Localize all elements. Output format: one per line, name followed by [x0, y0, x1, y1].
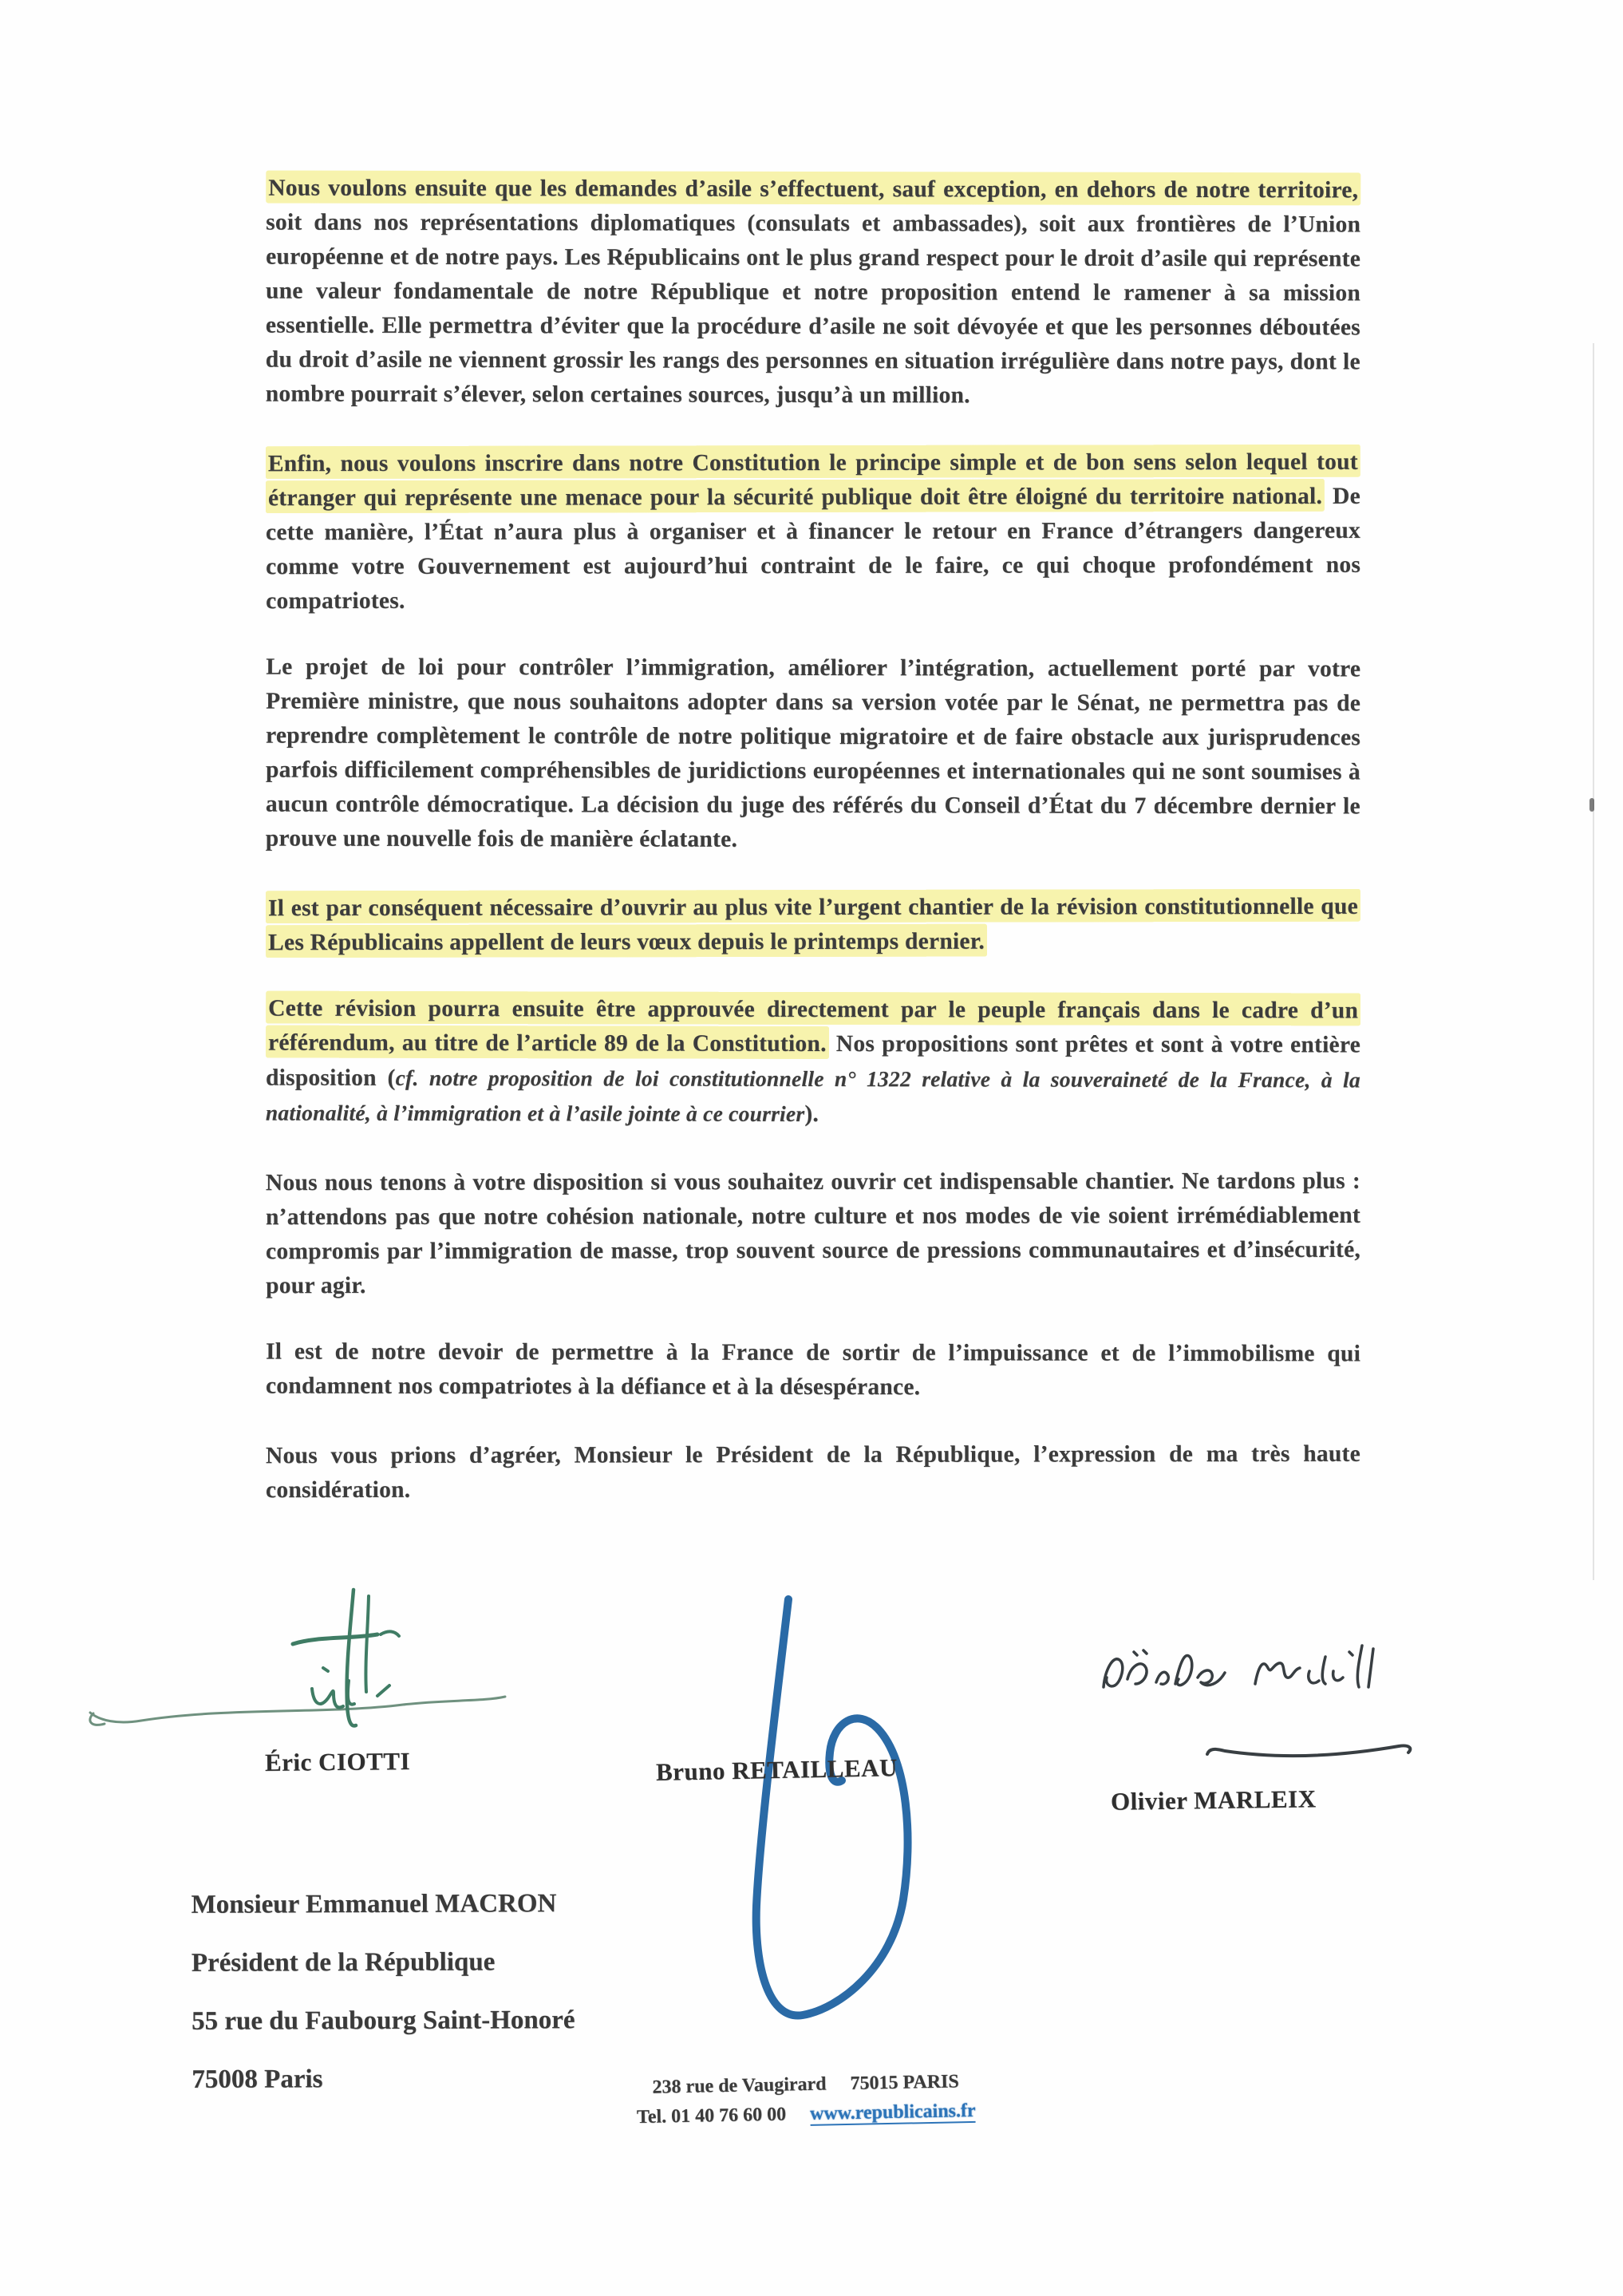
- paragraph-text: De cette manière, l’État n’aura plus à organiser et à financer le retour en France d’étrangers dangereux comme votre Gouvernement est aujourd’hui contraint de le faire, ce qui choque profondément nos compatriotes.: [265, 483, 1361, 615]
- paragraph-text: Il est de notre devoir de permettre à la France de sortir de l’impuissance et de l’immobilisme qui condamnent nos compatriotes à la défiance et à la désespérance.: [265, 1338, 1361, 1401]
- paragraph-text: Nous nous tenons à votre disposition si vous souhaitez ouvrir cet indispensable chantier. Ne tardons plus : n’attendons pas que notre cohésion nationale, notre culture et nos modes de vie soient irrémédiablement compromis par l’immigration de masse, trop souvent source de pressions communautaires et d’insécurité, pour agir.: [265, 1168, 1361, 1299]
- paragraph-salutation: [266, 1437, 1360, 1508]
- paragraph-text: Cette révision pourra ensuite être approuvée directement par le peuple français dans le cadre d’un référendum, au titre de l’article 89 de la Constitution.: [268, 995, 1359, 1057]
- paragraph-referendum: [266, 992, 1360, 1133]
- paragraph-text: soit dans nos représentations diplomatiques (consulats et ambassades), soit aux frontières de l’Union européenne et de notre pays. Les Républicains ont le plus grand respect pour le droit d’asile qui représente une valeur fondamentale de notre République et notre proposition entend le ramener à sa mission essentielle. Elle permettra d’éviter que la procédure d’asile ne soit dévoyée et que les personnes déboutées du droit d’asile ne viennent grossir les rangs des personnes en situation irrégulière dans notre pays, dont le nombre pourrait s’élever, selon certaines sources, jusqu’à un million.: [265, 209, 1361, 409]
- paragraph-text: Nos propositions sont prêtes et sont à votre entière disposition (: [265, 1031, 1361, 1091]
- paragraph-devoir: [266, 1335, 1360, 1406]
- paragraph-text: Il est par conséquent nécessaire d’ouvrir au plus vite l’urgent chantier de la révision constitutionnelle que Les Républicains appellent de leurs vœux depuis le printemps dernier.: [267, 893, 1358, 956]
- letter-body: [266, 172, 1360, 1540]
- paragraph-revision: [266, 890, 1360, 960]
- scan-edge-artifact: [1593, 343, 1594, 1580]
- paragraph-text: Nous vous prions d’agréer, Monsieur le Président de la République, l’expression de ma très haute considération.: [265, 1440, 1360, 1504]
- paragraph-projet-de-loi: [266, 650, 1361, 859]
- ciotti-signature: [84, 1579, 515, 1770]
- footer-city: 75015 PARIS: [850, 2071, 959, 2094]
- legal-reference-italic: cf. notre proposition de loi constitutionnelle n° 1322 relative à la souveraineté de la France, à la nationalité, à l’immigration et à l’asile jointe à ce courrier: [265, 1065, 1360, 1126]
- signatory-name-ciotti: Éric CIOTTI: [264, 1747, 411, 1776]
- letterhead-footer: [594, 2066, 1017, 2133]
- signatory-name-retailleau: Bruno RETAILLEAU: [655, 1753, 898, 1786]
- highlighted-text: [266, 445, 1360, 513]
- paragraph-text: ).: [804, 1101, 819, 1128]
- paragraph-chantier: [266, 1164, 1360, 1303]
- highlighted-text: [266, 171, 1360, 206]
- footer-street: 238 rue de Vaugirard: [652, 2073, 827, 2098]
- highlighted-text: [266, 889, 1360, 958]
- marleix-signature: [1081, 1614, 1432, 1773]
- recipient-title: Président de la République: [191, 1947, 496, 1978]
- paragraph-asile: [266, 172, 1361, 414]
- paragraph-constitution: [266, 445, 1360, 618]
- footer-website-link: www.republicains.fr: [809, 2100, 976, 2124]
- signatory-name-marleix: Olivier MARLEIX: [1110, 1784, 1317, 1816]
- retailleau-signature: [710, 1595, 926, 2065]
- recipient-city: 75008 Paris: [192, 2065, 323, 2094]
- recipient-street: 55 rue du Faubourg Saint-Honoré: [192, 2006, 575, 2036]
- recipient-address-block: [191, 1875, 575, 2109]
- paragraph-text: Nous voulons ensuite que les demandes d’asile s’effectuent, sauf exception, en dehors de notre territoire,: [268, 175, 1359, 204]
- paragraph-text: Enfin, nous voulons inscrire dans notre Constitution le principe simple et de bon sens selon lequel tout étranger qui représente une menace pour la sécurité publique doit être éloigné du territoire national.: [267, 449, 1358, 512]
- recipient-name: Monsieur Emmanuel MACRON: [191, 1889, 557, 1919]
- footer-phone: Tel. 01 40 76 60 00: [636, 2104, 787, 2128]
- scan-mark-artifact: [1589, 798, 1594, 812]
- paragraph-text: Le projet de loi pour contrôler l’immigration, améliorer l’intégration, actuellement porté par votre Première ministre, que nous souhaitons adopter dans sa version votée par le Sénat, ne permettra pas de reprendre complètement le contrôle de notre politique migratoire et de faire obstacle aux jurisprudences parfois difficilement compréhensibles de juridictions européennes et internationales qui ne sont soumises à aucun contrôle démocratique. La décision du juge des référés du Conseil d’État du 7 décembre dernier le prouve une nouvelle fois de manière éclatante.: [265, 654, 1361, 852]
